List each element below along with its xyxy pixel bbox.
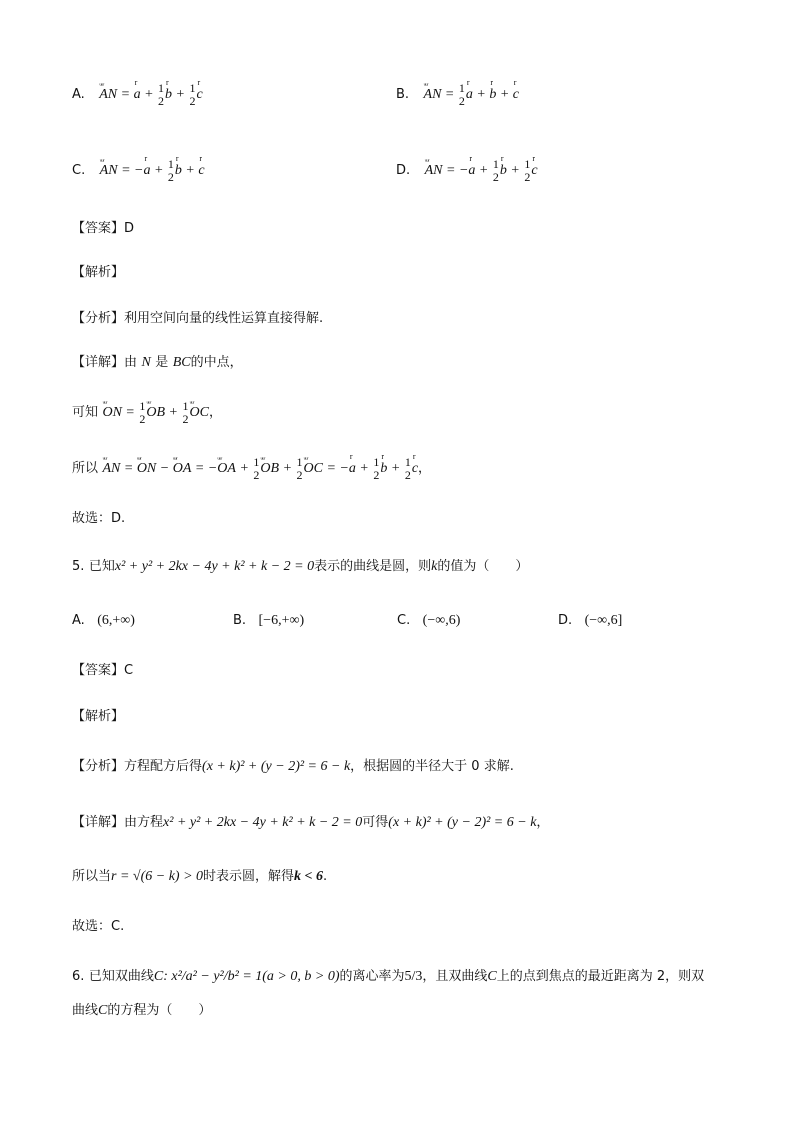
option-letter: B. xyxy=(233,613,247,628)
q4-detail xyxy=(72,352,243,373)
option-value: (−∞,6] xyxy=(584,613,623,628)
stem-text: 的方程为（ ） xyxy=(107,1003,212,1018)
stem-equation: C: x²/a² − y²/b² = 1(a > 0, b > 0) xyxy=(153,969,340,984)
var-c: C xyxy=(98,1003,108,1018)
fenxi-equation: (x + k)² + (y − 2)² = 6 − k xyxy=(202,759,351,774)
fenxi-tag: 【分析】 xyxy=(72,759,125,774)
stem-text: 已知双曲线 xyxy=(88,969,154,984)
conclusion-text: 故选：D. xyxy=(72,511,126,526)
stem-text: 曲线 xyxy=(72,1003,99,1018)
detail-equation: (x + k)² + (y − 2)² = 6 − k xyxy=(388,815,537,830)
stem-text: 上的点到焦点的最近距离为 2，则双 xyxy=(496,969,705,984)
detail-text: 是 xyxy=(155,355,169,370)
stem-text: ，且双曲线 xyxy=(422,969,488,984)
fenxi-text: ，根据圆的半径大于 0 求解. xyxy=(350,759,514,774)
option-letter: B. xyxy=(396,87,410,103)
q5-option-c xyxy=(397,610,460,631)
q5-option-b xyxy=(233,610,304,631)
option-letter: C. xyxy=(397,613,411,628)
answer-value: C xyxy=(124,663,134,678)
line-prefix: 所以 xyxy=(72,461,99,477)
question-number: 6. xyxy=(72,969,85,984)
line-text: . xyxy=(323,869,328,884)
line-suffix: ， xyxy=(418,461,432,477)
q6-stem-line1 xyxy=(72,966,704,987)
option-letter: D. xyxy=(558,613,573,628)
q4-fenxi xyxy=(72,308,323,329)
q6-stem-line2 xyxy=(72,1000,211,1021)
q4-option-a: A. ᵤᵤᵣ AN = r a + 1 2 r b + 1 2 r c xyxy=(72,82,203,108)
q5-fenxi xyxy=(72,756,514,777)
detail-text: 的中点， xyxy=(190,355,243,370)
var-n: N xyxy=(141,355,151,370)
option-value: (6,+∞) xyxy=(97,613,135,628)
q5-line2 xyxy=(72,866,327,887)
option-letter: A. xyxy=(72,87,85,103)
stem-text: 的离心率为 xyxy=(339,969,405,984)
line-suffix: ， xyxy=(208,405,222,421)
option-value: [−6,+∞) xyxy=(258,613,305,628)
option-value: (−∞,6) xyxy=(422,613,461,628)
q5-conclusion xyxy=(72,916,124,937)
q4-suoyi: 所以 ᵤᵤᵣ AN = ᵤᵤᵣ ON − ᵤᵤᵣ OA = −ᵤᵤᵣ OA + 1 2 ᵤᵤᵣ OB + 1 2 ᵤᵤᵣ OC = −r a + 1 2 r b + 1 2 r c， xyxy=(72,456,431,482)
analysis-tag: 【解析】 xyxy=(72,265,125,280)
analysis-tag: 【解析】 xyxy=(72,709,125,724)
q4-analysis-tag xyxy=(72,262,124,283)
detail-text: ， xyxy=(536,815,550,830)
detail-equation: x² + y² + 2kx − 4y + k² + k − 2 = 0 xyxy=(163,815,363,830)
q5-option-a xyxy=(72,610,135,631)
stem-text: 的值为（ ） xyxy=(437,559,529,574)
q4-option-b: B. ᵤᵤᵣ AN = 1 2 r a + r b + r c xyxy=(396,82,519,108)
stem-equation: x² + y² + 2kx − 4y + k² + k − 2 = 0 xyxy=(114,559,315,574)
option-letter: D. xyxy=(396,163,411,179)
detail-tag: 【详解】 xyxy=(72,355,125,370)
answer-value: D xyxy=(124,221,135,236)
line-prefix: 可知 xyxy=(72,405,99,421)
q5-answer xyxy=(72,660,133,681)
option-letter: A. xyxy=(72,613,85,628)
option-letter: C. xyxy=(72,163,86,179)
line-result: k < 6 xyxy=(294,869,324,884)
var-c: C xyxy=(487,969,497,984)
q4-option-c: C. ᵤᵤᵣ AN = −r a + 1 2 r b + r c xyxy=(72,158,205,184)
var-bc: BC xyxy=(172,355,191,370)
q5-detail xyxy=(72,812,549,833)
line-equation: r = √(6 − k) > 0 xyxy=(111,869,204,884)
q5-option-d xyxy=(558,610,622,631)
q4-answer xyxy=(72,218,134,239)
conclusion-text: 故选：C. xyxy=(72,919,125,934)
q4-option-d: D. ᵤᵤᵣ AN = −r a + 1 2 r b + 1 2 r c xyxy=(396,158,538,184)
question-number: 5. xyxy=(72,559,85,574)
stem-text: 已知 xyxy=(88,559,115,574)
var-k: k xyxy=(431,559,438,574)
fenxi-text: 方程配方后得 xyxy=(124,759,203,774)
fenxi-text: 利用空间向量的线性运算直接得解. xyxy=(124,311,324,326)
line-text: 时表示圆，解得 xyxy=(203,869,295,884)
detail-text: 由 xyxy=(124,355,138,370)
detail-text: 由方程 xyxy=(124,815,164,830)
line-text: 所以当 xyxy=(72,869,112,884)
stem-text: 表示的曲线是圆，则 xyxy=(314,559,432,574)
q4-kezhi: 可知 ᵤᵤᵣ ON = 1 2 ᵤᵤᵣ OB + 1 2 ᵤᵤᵣ OC， xyxy=(72,400,222,426)
answer-tag: 【答案】 xyxy=(72,221,125,236)
q5-analysis-tag xyxy=(72,706,124,727)
detail-tag: 【详解】 xyxy=(72,815,125,830)
detail-text: 可得 xyxy=(362,815,389,830)
fenxi-tag: 【分析】 xyxy=(72,311,125,326)
answer-tag: 【答案】 xyxy=(72,663,125,678)
q5-stem xyxy=(72,556,528,577)
q4-conclusion xyxy=(72,508,125,529)
eccentricity-value: 5/3 xyxy=(404,969,423,984)
